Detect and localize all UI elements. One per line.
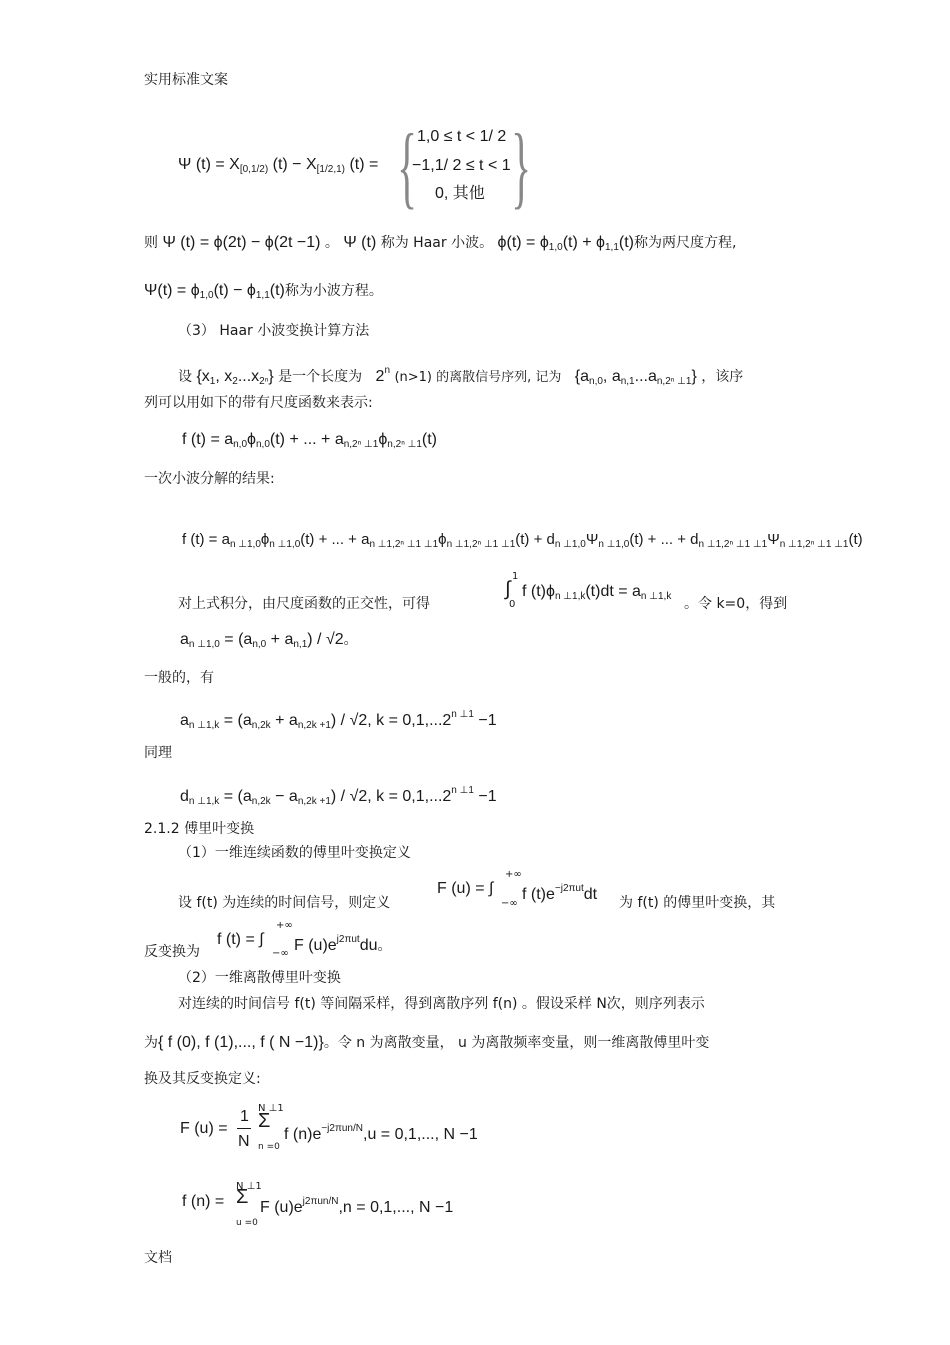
dft-lhs: F (u) =: [180, 1120, 228, 1137]
dft-numerator: 1: [240, 1108, 249, 1125]
discrete-para-1: 对连续的时间信号 f(t) 等间隔采样，得到离散序列 f(n) 。假设采样 N次，则序列表示: [178, 996, 705, 1012]
fraction-bar: [237, 1128, 251, 1129]
wavelet-equation-line: $\Psi(t) = \phi_{1,0}(t) - \phi_{1,1}(t)$称为小波方程。: [144, 282, 383, 301]
ft-intro-text: 设 f(t) 为连续的时间信号，则定义: [178, 895, 391, 911]
left-brace: {: [397, 115, 418, 217]
ft-integrand: f $(t)e^{-j2\pi ut}dt$: [522, 883, 598, 903]
decomposition-equation: f $(t) = a_{n \perp 1,0}\phi_{n \perp 1,0}(t)$ + ... + $a_{n \perp 1,2^n \perp 1 \perp 1}\phi_{n \perp 1,2^n \perp 1 \perp 1}(t) + d_{n \perp 1,0}\Psi_{n \perp 1,0}(t)$ + ... + $d_{n \perp 1,2^n \perp 1 \perp 1}\Psi_{n \perp 1,2^n \perp 1 \perp 1}(t)$: [182, 531, 863, 550]
right-brace: }: [511, 115, 532, 217]
scaling-expansion: f $(t) = a_{n,0}\phi_{n,0}(t)$ + ... + $a_{n,2^n \perp 1}\phi_{n,2^n \perp 1}(t)$: [182, 431, 438, 450]
ft-post-text: 为 f(t) 的傅里叶变换，其: [619, 895, 776, 911]
discrete-para-2: 为{ f (0), f (1),..., f ( N −1)}。令 n 为离散变量， u 为离散频率变量，则一维离散傅里叶变: [144, 1034, 710, 1051]
sequence-definition: 设 {$x_1$, $x_2...x_{2^n}$} 是一个长度为 2$^n$ (n>1) 的离散信号序列, 记为 {$a_{n,0}$, $a_{n,1}...a_{n,2^n \perp 1}$} ，该序: [178, 365, 744, 387]
dft-denominator: N: [238, 1133, 250, 1150]
two-scale-line: 则 Ψ (t) = ϕ(2t) − ϕ(2t −1) 。 Ψ (t) 称为 Haar 小波。 $\phi(t) = \phi_{1,0}(t) + \phi_{1,1}(t)$称为两尺度方程,: [144, 234, 737, 253]
page-footer: 文档: [144, 1250, 172, 1266]
ift-upper-limit: +∞: [276, 920, 293, 931]
integral-lower-limit: 0: [509, 599, 516, 610]
page-header: 实用标准文案: [144, 72, 228, 88]
case-3: 0, 其他: [435, 185, 485, 202]
psi-definition: Ψ $(t) = X_{[0,1/2)}$ $(t) - X_{[1/2,1)}$ (t) =: [178, 156, 379, 175]
integral-end-text: 。令 k=0，得到: [684, 596, 788, 612]
general-label: 一般的，有: [144, 670, 214, 686]
idft-sum-sign: Σ: [236, 1186, 249, 1208]
section-haar-title: （3） Haar 小波变换计算方法: [178, 323, 370, 339]
coef-dk-equation: $d_{n \perp 1,k} = (a_{n,2k} - a_{n,2k +1}) / √2$, $k = 0,1,...2^{n \perp 1} -1$: [180, 785, 497, 807]
dft-sum-upper: N ⊥1: [258, 1103, 284, 1114]
discrete-para-3: 换及其反变换定义:: [144, 1071, 261, 1087]
ift-integrand: F $(u)e^{j2\pi ut}du$。: [294, 934, 392, 954]
ift-intro-text: 反变换为: [144, 944, 200, 960]
section-f2-title: （2）一维离散傅里叶变换: [178, 970, 341, 986]
dft-sum-lower: n =0: [258, 1142, 280, 1152]
case-2: −1,1/ 2 ≤ t < 1: [412, 157, 511, 174]
idft-sum-lower: u =0: [236, 1218, 258, 1228]
case-1: 1,0 ≤ t < 1/ 2: [417, 128, 507, 145]
integral-text: 对上式积分，由尺度函数的正交性，可得: [178, 596, 430, 612]
integral-sign: ∫: [505, 578, 511, 600]
ift-lower-limit: −∞: [272, 948, 289, 959]
idft-rhs: F $(u)e^{j2\pi un/N},n = 0,1$,..., N −1: [260, 1196, 454, 1216]
section-f1-title: （1）一维连续函数的傅里叶变换定义: [178, 845, 411, 861]
integral-expression: f $(t)\phi_{n \perp 1,k}(t)dt = a_{n \perp 1,k}$: [522, 583, 672, 602]
coef-ak-equation: $a_{n \perp 1,k} = (a_{n,2k} + a_{n,2k +1}) / √2$, $k = 0,1,...2^{n \perp 1} -1$: [180, 709, 497, 731]
ft-lhs: F (u) = ∫: [437, 880, 494, 897]
ift-lhs: f (t) = ∫: [217, 931, 264, 948]
coef-a0-equation: $a_{n \perp 1,0} = (a_{n,0} + a_{n,1}) / √2$。: [180, 631, 358, 650]
integral-upper-limit: 1: [512, 571, 519, 582]
idft-lhs: f (n) =: [182, 1193, 225, 1210]
decomposition-label: 一次小波分解的结果:: [144, 471, 275, 487]
ft-lower-limit: −∞: [501, 898, 518, 909]
dft-sum-sign: Σ: [258, 1110, 271, 1132]
similarly-label: 同理: [144, 745, 172, 761]
idft-sum-upper: N ⊥1: [236, 1181, 262, 1192]
dft-rhs: f $(n)e^{-j2\pi un/N},u = 0,1$,..., N −1: [284, 1123, 478, 1143]
sequence-definition-cont: 列可以用如下的带有尺度函数来表示:: [144, 395, 373, 411]
section-fourier-title: 2.1.2 傅里叶变换: [144, 821, 255, 837]
ft-upper-limit: +∞: [505, 869, 522, 880]
